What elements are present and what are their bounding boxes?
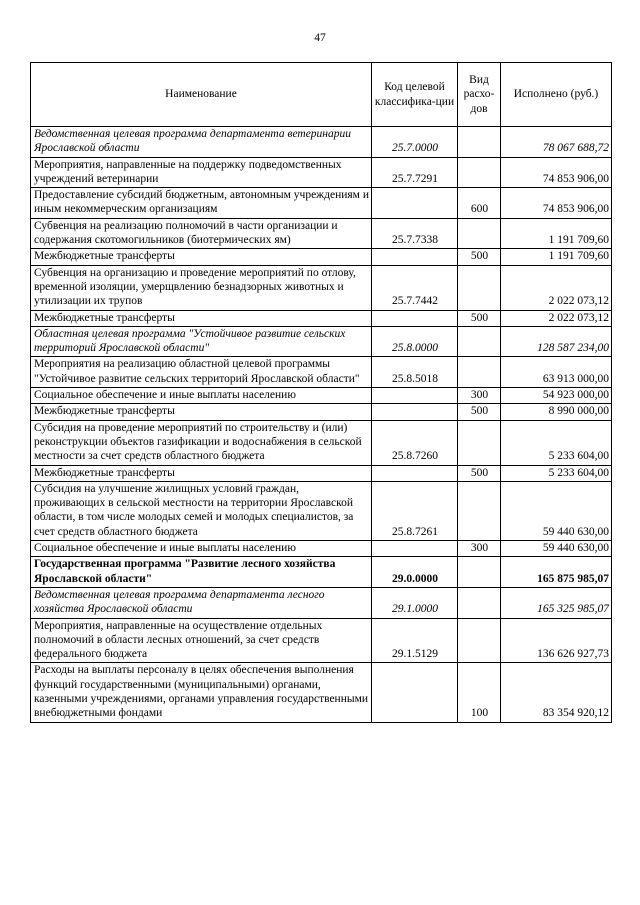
row-name: Социальное обеспечение и иные выплаты населению — [31, 388, 372, 404]
table-row — [31, 310, 612, 326]
row-code — [372, 188, 458, 219]
row-kind: 100 — [458, 663, 501, 722]
row-amount: 78 067 688,72 — [501, 127, 612, 158]
row-name: Субсидия на улучшение жилищных условий граждан, проживающих в сельской местности на территории Ярославской области, в том числе молодых семей и молодых специалистов, за счет средств областного бюджета — [31, 481, 372, 540]
table-row — [31, 127, 612, 158]
row-name: Предоставление субсидий бюджетным, автономным учреждениям и иным некоммерческим организациям — [31, 188, 372, 219]
row-name: Ведомственная целевая программа департамента лесного хозяйства Ярославской области — [31, 587, 372, 618]
row-amount: 59 440 630,00 — [501, 481, 612, 540]
row-kind — [458, 587, 501, 618]
header-amount: Исполнено (руб.) — [501, 63, 612, 127]
row-code: 25.7.7442 — [372, 265, 458, 310]
row-name: Субвенция на реализацию полномочий в части организации и содержания скотомогильников (биотермических ям) — [31, 218, 372, 249]
row-name: Расходы на выплаты персоналу в целях обеспечения выполнения функций государственными (муниципальными) органами, казенными учреждениями, органами управления государственными внебюджетными фондами — [31, 663, 372, 722]
page-number: 47 — [314, 32, 326, 44]
row-name: Социальное обеспечение и иные выплаты населению — [31, 541, 372, 557]
budget-execution-table — [30, 62, 612, 723]
row-name: Мероприятия, направленные на осуществление отдельных полномочий в области лесных отношений, за счет средств федерального бюджета — [31, 618, 372, 663]
row-amount: 1 191 709,60 — [501, 218, 612, 249]
row-name: Мероприятия, направленные на поддержку подведомственных учреждений ветеринарии — [31, 157, 372, 188]
row-code: 25.8.5018 — [372, 357, 458, 388]
row-kind — [458, 420, 501, 465]
row-amount: 136 626 927,73 — [501, 618, 612, 663]
table-row — [31, 326, 612, 357]
row-amount: 128 587 234,00 — [501, 326, 612, 357]
row-kind — [458, 127, 501, 158]
row-amount: 2 022 073,12 — [501, 310, 612, 326]
row-amount: 2 022 073,12 — [501, 265, 612, 310]
row-code — [372, 465, 458, 481]
row-code — [372, 663, 458, 722]
row-amount: 54 923 000,00 — [501, 388, 612, 404]
row-kind — [458, 481, 501, 540]
table-row — [31, 465, 612, 481]
row-kind: 300 — [458, 388, 501, 404]
row-kind: 500 — [458, 310, 501, 326]
row-name: Межбюджетные трансферты — [31, 465, 372, 481]
row-code: 25.7.7291 — [372, 157, 458, 188]
row-code — [372, 388, 458, 404]
header-kind: Вид расхо-дов — [458, 63, 501, 127]
row-amount: 8 990 000,00 — [501, 404, 612, 420]
row-code: 29.0.0000 — [372, 557, 458, 588]
row-amount: 63 913 000,00 — [501, 357, 612, 388]
table-row — [31, 481, 612, 540]
table-header-row — [31, 63, 612, 127]
row-code: 25.8.7260 — [372, 420, 458, 465]
table-row — [31, 388, 612, 404]
row-kind — [458, 326, 501, 357]
table-row — [31, 587, 612, 618]
row-name: Межбюджетные трансферты — [31, 249, 372, 265]
row-kind — [458, 265, 501, 310]
row-name: Мероприятия на реализацию областной целевой программы "Устойчивое развитие сельских территорий Ярославской области" — [31, 357, 372, 388]
row-kind — [458, 357, 501, 388]
row-code: 29.1.5129 — [372, 618, 458, 663]
table-row — [31, 541, 612, 557]
row-code — [372, 249, 458, 265]
table-row — [31, 265, 612, 310]
row-amount: 74 853 906,00 — [501, 188, 612, 219]
row-name: Межбюджетные трансферты — [31, 404, 372, 420]
row-kind: 500 — [458, 249, 501, 265]
table-row — [31, 249, 612, 265]
row-code — [372, 404, 458, 420]
row-amount: 165 325 985,07 — [501, 587, 612, 618]
row-amount: 59 440 630,00 — [501, 541, 612, 557]
row-name: Ведомственная целевая программа департамента ветеринарии Ярославской области — [31, 127, 372, 158]
row-kind: 500 — [458, 404, 501, 420]
table-row — [31, 618, 612, 663]
row-amount: 5 233 604,00 — [501, 420, 612, 465]
row-name: Областная целевая программа "Устойчивое развитие сельских территорий Ярославской области" — [31, 326, 372, 357]
row-name: Субвенция на организацию и проведение мероприятий по отлову, временной изоляции, умерщвлению безнадзорных животных и утилизации их трупов — [31, 265, 372, 310]
row-code: 29.1.0000 — [372, 587, 458, 618]
row-amount: 5 233 604,00 — [501, 465, 612, 481]
row-kind: 500 — [458, 465, 501, 481]
row-name: Межбюджетные трансферты — [31, 310, 372, 326]
table-row — [31, 157, 612, 188]
table-row — [31, 357, 612, 388]
table-body — [31, 127, 612, 723]
row-amount: 1 191 709,60 — [501, 249, 612, 265]
table-row — [31, 218, 612, 249]
row-code — [372, 541, 458, 557]
row-code — [372, 310, 458, 326]
table-row — [31, 557, 612, 588]
table-row — [31, 404, 612, 420]
row-kind: 300 — [458, 541, 501, 557]
table-row — [31, 188, 612, 219]
row-kind — [458, 157, 501, 188]
row-code: 25.7.7338 — [372, 218, 458, 249]
row-amount: 83 354 920,12 — [501, 663, 612, 722]
row-kind — [458, 557, 501, 588]
row-name: Субсидия на проведение мероприятий по строительству и (или) реконструкции объектов газификации и водоснабжения в сельской местности за счет средств областного бюджета — [31, 420, 372, 465]
table-row — [31, 420, 612, 465]
row-amount: 165 875 985,07 — [501, 557, 612, 588]
row-kind: 600 — [458, 188, 501, 219]
header-name: Наименование — [31, 63, 372, 127]
row-amount: 74 853 906,00 — [501, 157, 612, 188]
row-code: 25.8.7261 — [372, 481, 458, 540]
row-code: 25.7.0000 — [372, 127, 458, 158]
row-code: 25.8.0000 — [372, 326, 458, 357]
row-name: Государственная программа "Развитие лесного хозяйства Ярославской области" — [31, 557, 372, 588]
row-kind — [458, 618, 501, 663]
row-kind — [458, 218, 501, 249]
table-row — [31, 663, 612, 722]
header-code: Код целевой классифика-ции — [372, 63, 458, 127]
